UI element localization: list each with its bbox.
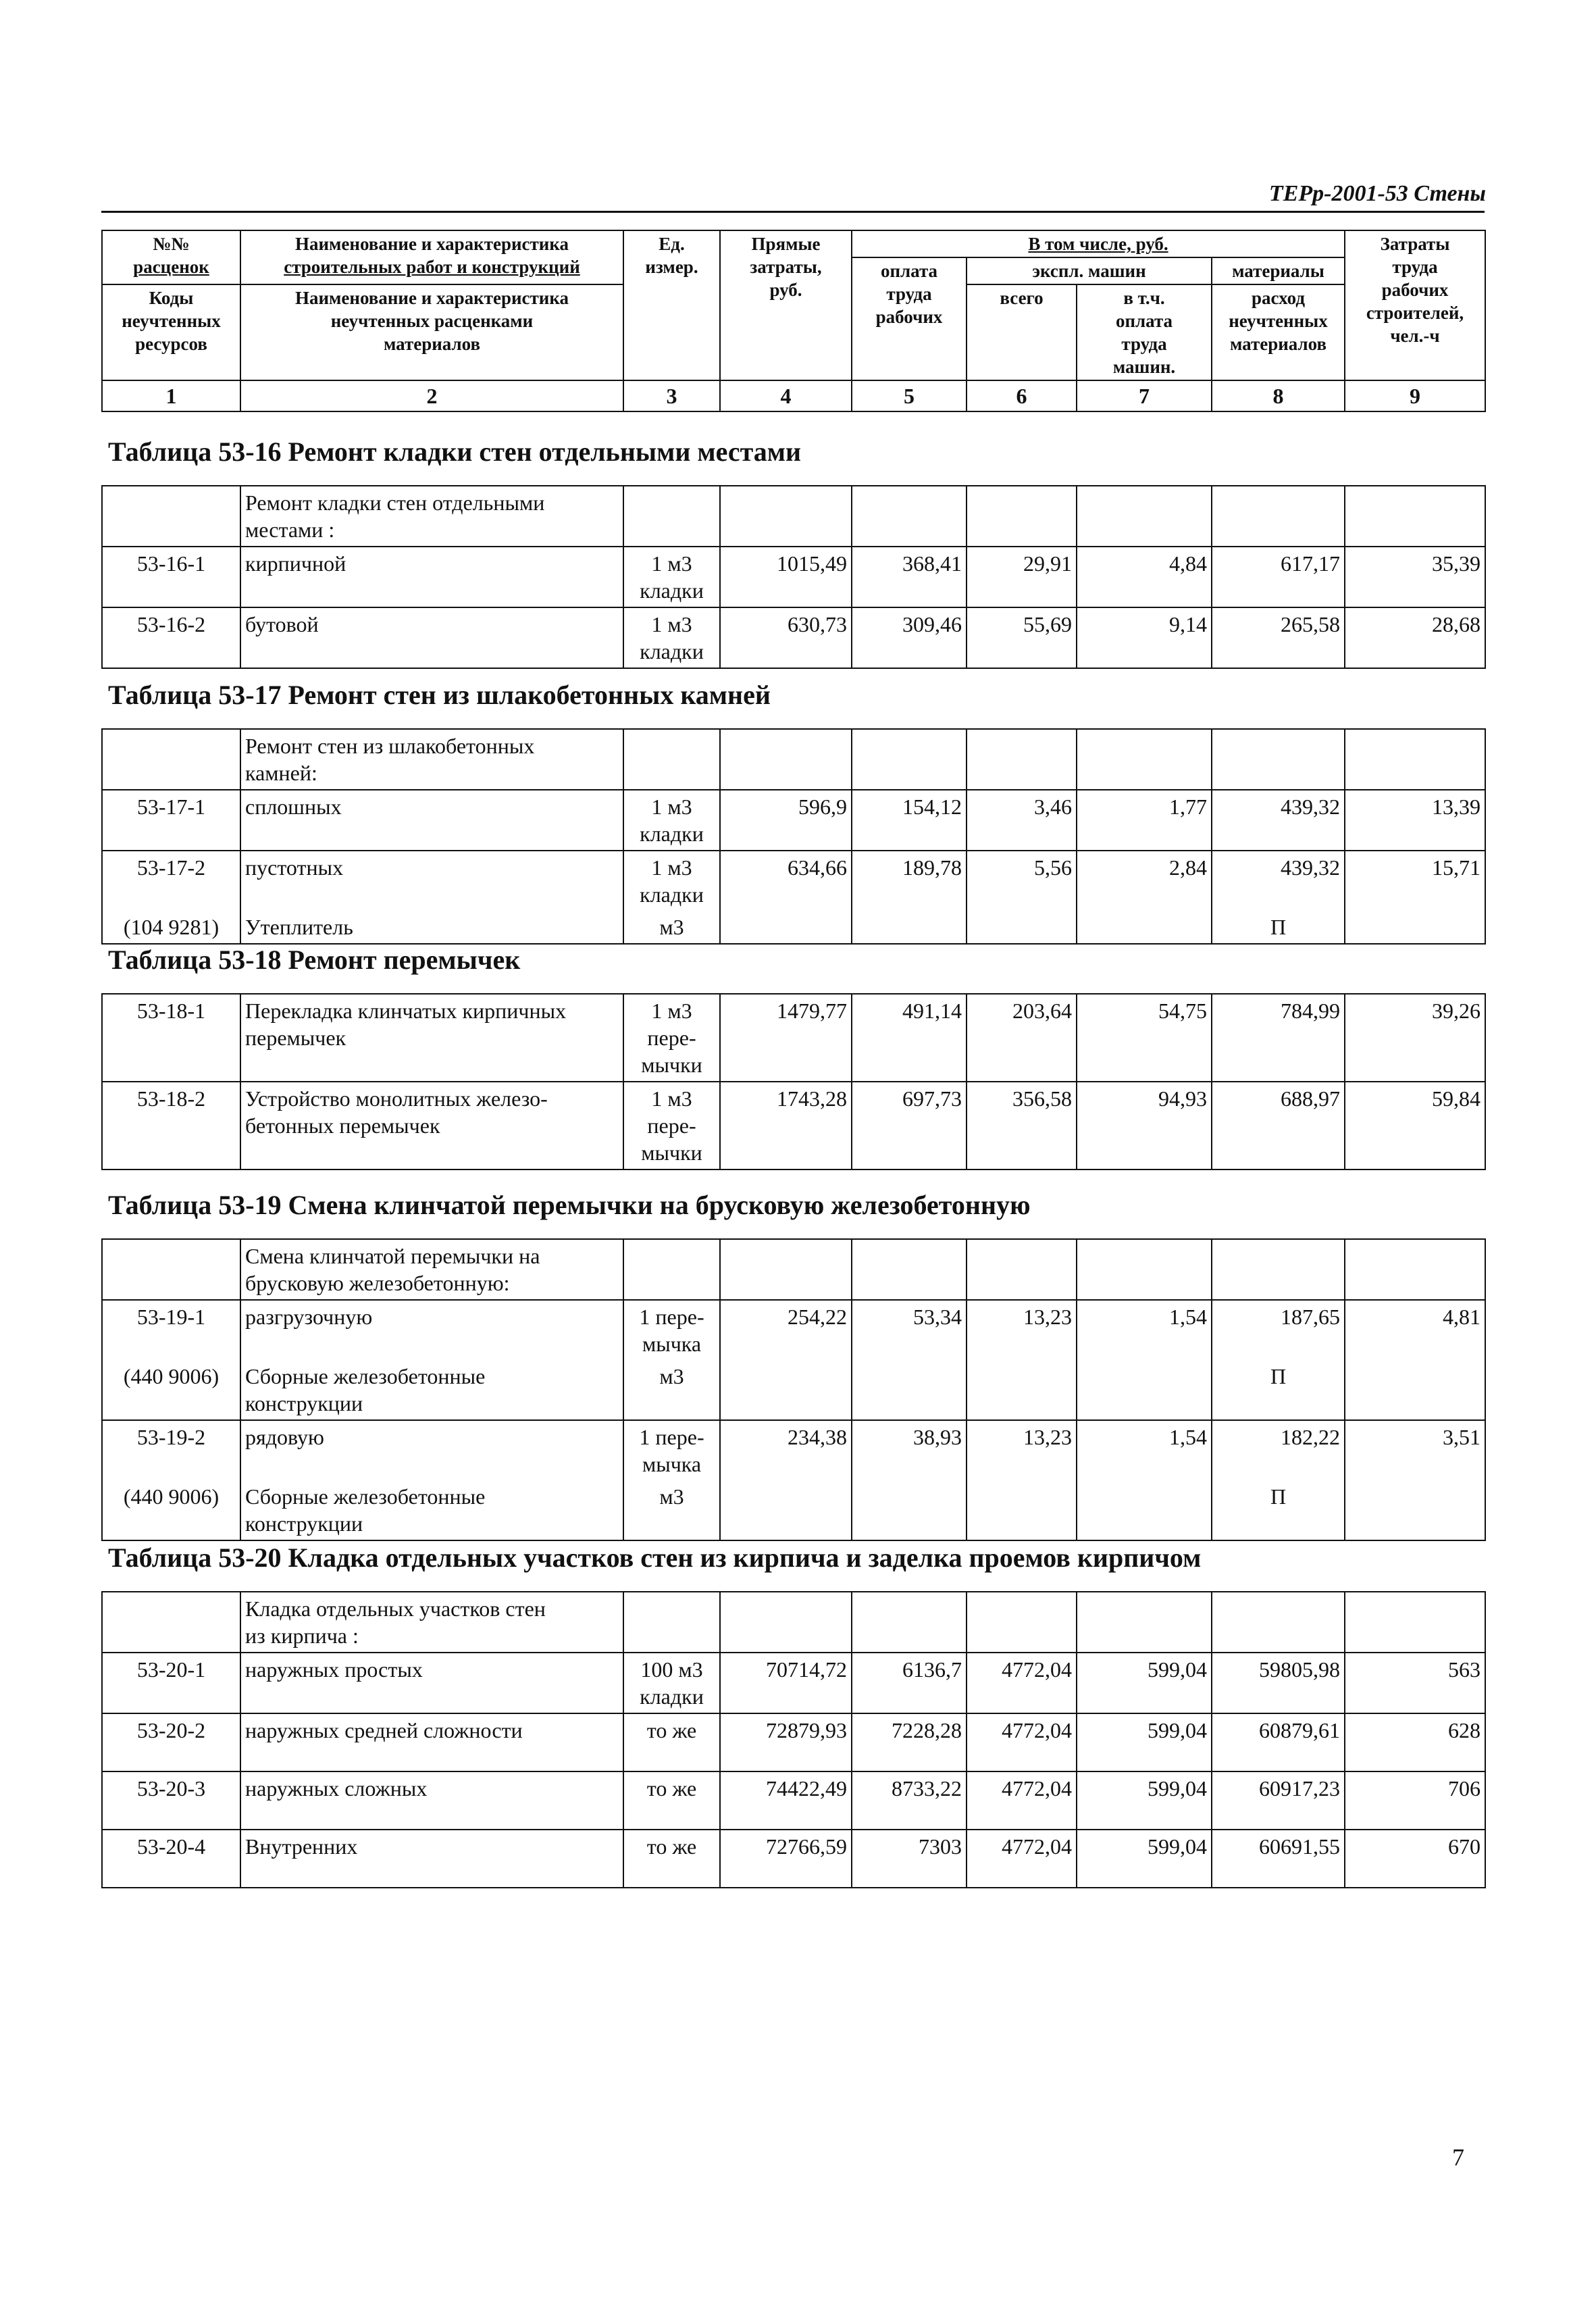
labor-hours: 628 [1345,1713,1485,1771]
table-row [102,1713,1485,1771]
table-53-19 [101,1238,1486,1541]
direct-cost: 1479,77 [720,994,852,1082]
col4-header: Прямые затраты, руб. [720,230,852,380]
labor-hours: 35,39 [1345,547,1485,607]
table-53-16 [101,485,1486,669]
machines-total: 4772,04 [967,1771,1077,1830]
col-number: 8 [1212,380,1345,411]
table-title-53-20: Таблица 53-20 Кладка отдельных участков стен из кирпича и заделка проемов кирпичом [108,1542,1202,1573]
table-row [102,790,1485,851]
rate-code: 53-19-1 [102,1300,240,1360]
col-number: 7 [1077,380,1212,411]
resource-unit: м3 [623,1360,720,1420]
unit: 1 м3 кладки [623,851,720,911]
work-name: пустотных [240,851,623,911]
machines-total: 5,56 [967,851,1077,911]
direct-cost: 634,66 [720,851,852,911]
table-53-18 [101,993,1486,1170]
table-title-53-16: Таблица 53-16 Ремонт кладки стен отдельными местами [108,436,802,467]
col5-header: оплата труда рабочих [852,257,967,380]
direct-cost: 72879,93 [720,1713,852,1771]
table-row [102,607,1485,668]
rate-code: 53-19-2 [102,1420,240,1480]
labor-pay: 309,46 [852,607,967,668]
machine-labor-pay: 599,04 [1077,1653,1212,1713]
rate-code: 53-20-3 [102,1771,240,1830]
labor-pay: 53,34 [852,1300,967,1360]
resource-material-flag: П [1212,911,1345,944]
table-53-20 [101,1591,1486,1888]
col2-header: Наименование и характеристика строительных работ и конструкций [240,230,623,284]
machine-labor-pay: 1,54 [1077,1420,1212,1480]
materials: 439,32 [1212,851,1345,911]
group-label: Кладка отдельных участков стен из кирпича : [240,1592,623,1653]
labor-hours: 39,26 [1345,994,1485,1082]
labor-hours: 4,81 [1345,1300,1485,1360]
rate-code: 53-20-2 [102,1713,240,1771]
machines-total: 3,46 [967,790,1077,851]
direct-cost: 596,9 [720,790,852,851]
machines-total: 4772,04 [967,1830,1077,1888]
materials: 60691,55 [1212,1830,1345,1888]
rate-code: 53-18-1 [102,994,240,1082]
col-number: 3 [623,380,720,411]
labor-hours: 15,71 [1345,851,1485,911]
document-header: ТЕРр-2001-53 Стены [1268,181,1486,206]
unit: 1 м3 пере- мычки [623,1082,720,1169]
table-title-53-18: Таблица 53-18 Ремонт перемычек [108,945,521,975]
labor-pay: 7228,28 [852,1713,967,1771]
work-name: сплошных [240,790,623,851]
labor-hours: 670 [1345,1830,1485,1888]
table-title-53-17: Таблица 53-17 Ремонт стен из шлакобетонных камней [108,680,771,710]
direct-cost: 234,38 [720,1420,852,1480]
col-number: 1 [102,380,240,411]
resource-name: Сборные железобетонные конструкции [240,1480,623,1540]
col-number: 9 [1345,380,1485,411]
col3-header: Ед. измер. [623,230,720,380]
header-rule [101,211,1485,213]
col-number: 2 [240,380,623,411]
unit: 1 м3 кладки [623,607,720,668]
resource-code: (104 9281) [102,911,240,944]
col2-sub-header: Наименование и характеристика неучтенных расценками материалов [240,284,623,380]
machines-total: 4772,04 [967,1653,1077,1713]
labor-hours: 706 [1345,1771,1485,1830]
materials: 59805,98 [1212,1653,1345,1713]
labor-pay: 8733,22 [852,1771,967,1830]
table-row [102,1830,1485,1888]
machines-total: 356,58 [967,1082,1077,1169]
labor-hours: 59,84 [1345,1082,1485,1169]
resource-unit: м3 [623,1480,720,1540]
table-row [102,1300,1485,1360]
work-name: наружных средней сложности [240,1713,623,1771]
rate-code: 53-20-1 [102,1653,240,1713]
unit: то же [623,1713,720,1771]
table-row [102,1771,1485,1830]
labor-pay: 38,93 [852,1420,967,1480]
col-number: 5 [852,380,967,411]
machine-labor-pay: 599,04 [1077,1713,1212,1771]
labor-hours: 13,39 [1345,790,1485,851]
work-name: Устройство монолитных железо- бетонных перемычек [240,1082,623,1169]
materials: 265,58 [1212,607,1345,668]
resource-unit: м3 [623,911,720,944]
rate-code: 53-20-4 [102,1830,240,1888]
table-row [102,994,1485,1082]
machines-total: 13,23 [967,1300,1077,1360]
materials: 60917,23 [1212,1771,1345,1830]
direct-cost: 72766,59 [720,1830,852,1888]
expl-header: экспл. машин [967,257,1212,284]
unit: 1 пере- мычка [623,1420,720,1480]
materials: 182,22 [1212,1420,1345,1480]
work-name: кирпичной [240,547,623,607]
machines-total: 55,69 [967,607,1077,668]
table-row [102,1420,1485,1480]
machines-total: 29,91 [967,547,1077,607]
col7-header: в т.ч. оплата труда машин. [1077,284,1212,380]
table-row [102,1653,1485,1713]
work-name: бутовой [240,607,623,668]
materials: 187,65 [1212,1300,1345,1360]
resource-code: (440 9006) [102,1480,240,1540]
col1-header: №№ расценок [102,230,240,284]
materials: 688,97 [1212,1082,1345,1169]
labor-pay: 154,12 [852,790,967,851]
machine-labor-pay: 599,04 [1077,1771,1212,1830]
col8-header: материалы [1212,257,1345,284]
labor-hours: 28,68 [1345,607,1485,668]
table-row [102,851,1485,911]
rate-code: 53-16-2 [102,607,240,668]
resource-code: (440 9006) [102,1360,240,1420]
unit: 1 м3 кладки [623,547,720,607]
table-53-17 [101,728,1486,945]
resource-row [102,1480,1485,1540]
unit: 1 пере- мычка [623,1300,720,1360]
labor-pay: 368,41 [852,547,967,607]
machine-labor-pay: 599,04 [1077,1830,1212,1888]
machines-total: 203,64 [967,994,1077,1082]
col9-header: Затраты труда рабочих строителей, чел.-ч [1345,230,1485,380]
machine-labor-pay: 54,75 [1077,994,1212,1082]
work-name: Перекладка клинчатых кирпичных перемычек [240,994,623,1082]
direct-cost: 1015,49 [720,547,852,607]
resource-name: Утеплитель [240,911,623,944]
column-header-table [101,230,1486,412]
group-label: Смена клинчатой перемычки на брусковую железобетонную: [240,1239,623,1300]
labor-pay: 7303 [852,1830,967,1888]
resource-material-flag: П [1212,1480,1345,1540]
materials: 784,99 [1212,994,1345,1082]
materials: 617,17 [1212,547,1345,607]
col8-sub-header: расход неучтенных материалов [1212,284,1345,380]
machine-labor-pay: 1,54 [1077,1300,1212,1360]
unit: то же [623,1771,720,1830]
machines-total: 13,23 [967,1420,1077,1480]
direct-cost: 630,73 [720,607,852,668]
group-header: В том числе, руб. [852,230,1345,257]
work-name: наружных сложных [240,1771,623,1830]
direct-cost: 254,22 [720,1300,852,1360]
rate-code: 53-17-1 [102,790,240,851]
work-name: наружных простых [240,1653,623,1713]
unit: 1 м3 пере- мычки [623,994,720,1082]
labor-pay: 491,14 [852,994,967,1082]
machine-labor-pay: 94,93 [1077,1082,1212,1169]
direct-cost: 74422,49 [720,1771,852,1830]
unit: то же [623,1830,720,1888]
labor-hours: 563 [1345,1653,1485,1713]
resource-material-flag: П [1212,1360,1345,1420]
table-row [102,1082,1485,1169]
resource-row [102,911,1485,944]
rate-code: 53-18-2 [102,1082,240,1169]
labor-pay: 697,73 [852,1082,967,1169]
machine-labor-pay: 9,14 [1077,607,1212,668]
labor-hours: 3,51 [1345,1420,1485,1480]
labor-pay: 6136,7 [852,1653,967,1713]
col-number: 4 [720,380,852,411]
rate-code: 53-17-2 [102,851,240,911]
rate-code: 53-16-1 [102,547,240,607]
col-number: 6 [967,380,1077,411]
machine-labor-pay: 4,84 [1077,547,1212,607]
work-name: разгрузочную [240,1300,623,1360]
resource-name: Сборные железобетонные конструкции [240,1360,623,1420]
materials: 439,32 [1212,790,1345,851]
direct-cost: 70714,72 [720,1653,852,1713]
page-number: 7 [1452,2144,1464,2171]
resource-row [102,1360,1485,1420]
unit: 1 м3 кладки [623,790,720,851]
table-title-53-19: Таблица 53-19 Смена клинчатой перемычки на брусковую железобетонную [108,1190,1031,1220]
unit: 100 м3 кладки [623,1653,720,1713]
group-label: Ремонт кладки стен отдельными местами : [240,486,623,547]
machines-total: 4772,04 [967,1713,1077,1771]
direct-cost: 1743,28 [720,1082,852,1169]
table-row [102,547,1485,607]
work-name: рядовую [240,1420,623,1480]
machine-labor-pay: 2,84 [1077,851,1212,911]
col1-sub-header: Коды неучтенных ресурсов [102,284,240,380]
work-name: Внутренних [240,1830,623,1888]
labor-pay: 189,78 [852,851,967,911]
materials: 60879,61 [1212,1713,1345,1771]
col6-header: всего [967,284,1077,380]
group-label: Ремонт стен из шлакобетонных камней: [240,729,623,790]
machine-labor-pay: 1,77 [1077,790,1212,851]
